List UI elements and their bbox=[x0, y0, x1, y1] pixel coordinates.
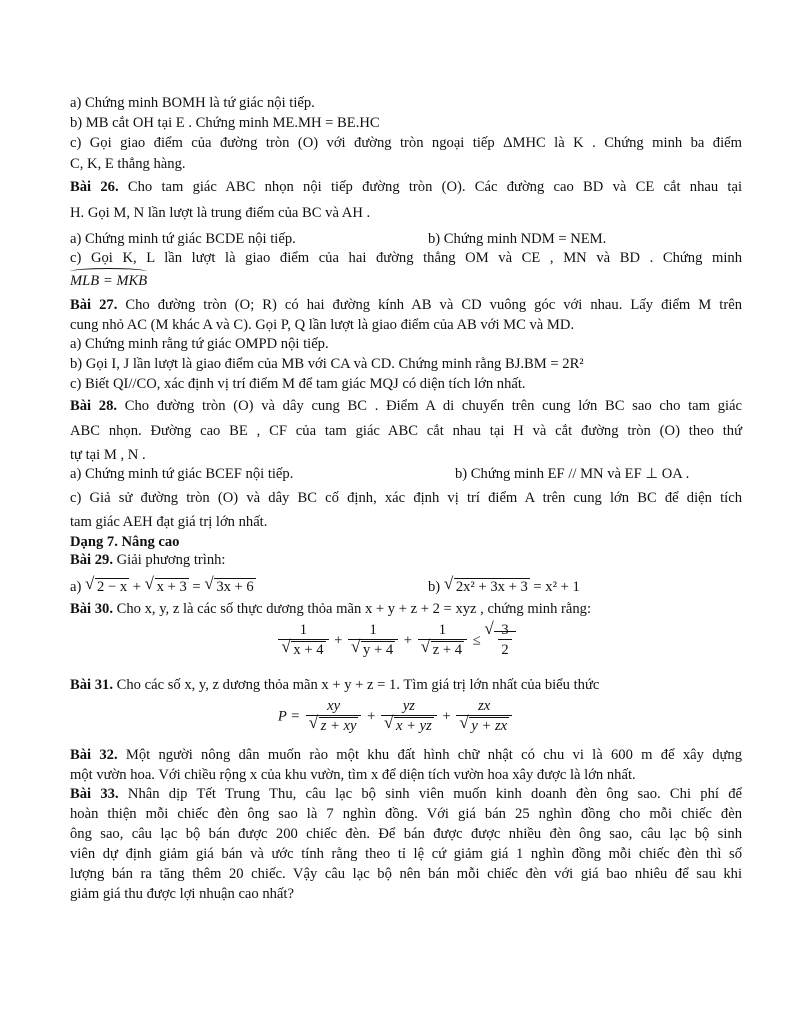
text-line: c) Gọi giao điểm của đường tròn (O) với đường tròn ngoại tiếp ΔMHC là K . Chứng minh ba điểm bbox=[70, 135, 742, 151]
problem-title: Bài 28. bbox=[70, 398, 118, 414]
text-line: một vườn hoa. Với chiều rộng x của khu vườn, tìm x để diện tích vườn hoa xây được là lớn nhất. bbox=[70, 767, 636, 783]
sqrt bbox=[444, 575, 530, 599]
fraction bbox=[418, 622, 467, 660]
text-line: tam giác AEH đạt giá trị lớn nhất. bbox=[70, 514, 268, 530]
text-line: a) Chứng minh rằng tứ giác OMPD nội tiếp. bbox=[70, 336, 329, 352]
arc-equation: MLB = MKB bbox=[70, 273, 148, 289]
text-line: c) Gọi K, L lần lượt là giao điểm của hai đường thẳng OM và CE , MN và BD . Chứng minh bbox=[70, 250, 742, 266]
part-b bbox=[428, 575, 580, 599]
part-a: a) Chứng minh tứ giác BCEF nội tiếp. bbox=[70, 466, 294, 482]
denominator bbox=[418, 639, 467, 660]
text-line bbox=[70, 230, 742, 249]
radicand: 3x + 6 bbox=[216, 579, 254, 595]
denominator bbox=[306, 715, 362, 736]
numerator: 1 bbox=[299, 622, 308, 638]
sqrt bbox=[145, 575, 189, 599]
radicand: x + 4 bbox=[293, 642, 324, 658]
problem-title: Bài 26. bbox=[70, 179, 119, 195]
problem-31 bbox=[70, 676, 742, 695]
text-line: viên dự định giảm giá bán và ước tính rằng theo tỉ lệ cứ giảm giá 1 nghìn đồng mỗi chiếc đèn thì số bbox=[70, 846, 742, 862]
fraction bbox=[278, 622, 328, 660]
problem-title: Bài 32. bbox=[70, 747, 118, 763]
text-line: C, K, E thẳng hàng. bbox=[70, 156, 186, 172]
problem-title: Bài 33. bbox=[70, 786, 119, 802]
numerator: xy bbox=[327, 698, 341, 714]
text-line bbox=[70, 272, 742, 291]
problem-32 bbox=[70, 746, 742, 765]
problem-text: Cho các số x, y, z dương thỏa mãn x + y + z = 1. Tìm giá trị lớn nhất của biểu thức bbox=[112, 677, 600, 693]
text-line: b) Gọi I, J lần lượt là giao điểm của MB với CA và CD. Chứng minh rằng BJ.BM = 2R² bbox=[70, 356, 584, 372]
problem-text: Cho đường tròn (O) và dây cung BC . Điểm A di chuyển trên cung lớn BC sao cho tam giác bbox=[117, 398, 742, 414]
problem-title: Bài 29. bbox=[70, 552, 113, 568]
text-line: tự tại M , N . bbox=[70, 447, 146, 463]
fraction bbox=[306, 698, 362, 736]
text-line: b) MB cắt OH tại E . Chứng minh ME.MH = BE.HC bbox=[70, 115, 380, 131]
problem-27 bbox=[70, 296, 742, 315]
problem-text: Một người nông dân muốn rào một khu đất hình chữ nhật có chu vi là 600 m để xây dựng bbox=[117, 747, 742, 763]
problem-text: Cho tam giác ABC nhọn nội tiếp đường tròn (O). Các đường cao BD và CE cắt nhau tại bbox=[118, 179, 742, 195]
text-line bbox=[70, 465, 742, 484]
fraction bbox=[498, 622, 511, 660]
text-line: ABC nhọn. Đường cao BE , CF của tam giác ABC cắt nhau tại H và cắt đường tròn (O) theo thứ bbox=[70, 423, 742, 439]
problem-28 bbox=[70, 397, 742, 416]
problem-29 bbox=[70, 551, 742, 570]
part-a-label: a) bbox=[70, 579, 82, 595]
part-b-label: b) bbox=[428, 579, 441, 595]
problem-text: Nhân dịp Tết Trung Thu, câu lạc bộ sinh viên muốn kinh doanh đèn ông sao. Chi phí để bbox=[118, 786, 742, 802]
denominator bbox=[456, 715, 512, 736]
radicand: x + yz bbox=[396, 718, 432, 734]
part-a: a) Chứng minh tứ giác BCDE nội tiếp. bbox=[70, 231, 296, 247]
numerator: 1 bbox=[369, 622, 377, 638]
text-line: hoàn thiện mỗi chiếc đèn ông sao là 7 nghìn đồng. Với giá bán 25 nghìn đồng cho mỗi chiếc đèn bbox=[70, 806, 742, 822]
radicand: 2x² + 3x + 3 bbox=[455, 579, 528, 595]
problem-30 bbox=[70, 600, 742, 619]
expression-P: P = xy √ z + xy + yz √ x + yz + zx √ y + zx bbox=[0, 698, 792, 736]
radicand: y + zx bbox=[471, 718, 508, 734]
text-line: c) Biết QI//CO, xác định vị trí điểm M để tam giác MQJ có diện tích lớn nhất. bbox=[70, 376, 526, 392]
denominator bbox=[348, 639, 398, 660]
radicand: x + 3 bbox=[156, 579, 187, 595]
text-line: lượng bán ra tăng thêm 20 chiếc. Vậy câu lạc bộ nên bán mỗi chiếc đèn với giá bao nhiêu để sau khi bbox=[70, 866, 742, 882]
part-b: b) Chứng minh EF // MN và EF ⊥ OA . bbox=[455, 466, 690, 482]
denominator bbox=[278, 639, 328, 660]
fraction bbox=[348, 622, 398, 660]
problem-26 bbox=[70, 178, 742, 197]
inequality-formula: 1 √ x + 4 + 1 √ y + 4 + 1 √ z + 4 ≤ √ $\frac{3}{2}$ bbox=[0, 622, 792, 660]
radicand: z + xy bbox=[320, 718, 357, 734]
problem-33 bbox=[70, 785, 742, 804]
problem-text: Cho x, y, z là các số thực dương thỏa mãn x + y + z + 2 = xyz , chứng minh rằng: bbox=[112, 601, 592, 617]
section-heading bbox=[70, 533, 742, 552]
radicand: 2 − x bbox=[97, 579, 128, 595]
part-b: b) Chứng minh NDM = NEM. bbox=[428, 231, 607, 247]
radicand: y + 4 bbox=[363, 642, 394, 658]
radicand: z + 4 bbox=[432, 642, 462, 658]
text-line: H. Gọi M, N lần lượt là trung điểm của BC và AH . bbox=[70, 205, 371, 221]
text-line: ông sao, câu lạc bộ bán được 200 chiếc đèn. Để bán được được nhiều đèn ông sao, câu lạc bộ sinh bbox=[70, 826, 742, 842]
text-line: c) Giả sử đường tròn (O) và dây BC cố định, xác định vị trí điểm A trên cung lớn BC để diện tích bbox=[70, 490, 742, 506]
problem-title: Bài 27. bbox=[70, 297, 118, 313]
sqrt bbox=[484, 622, 515, 660]
fraction bbox=[456, 698, 512, 736]
problem-title: Bài 30. bbox=[70, 601, 113, 617]
problem-text: Cho đường tròn (O; R) có hai đường kính AB và CD vuông góc với nhau. Lấy điểm M trên bbox=[117, 297, 742, 313]
numerator: yz bbox=[402, 698, 415, 714]
section-title: Dạng 7. Nâng cao bbox=[70, 534, 180, 550]
equation-rhs: = x² + 1 bbox=[533, 579, 580, 595]
numerator: zx bbox=[478, 698, 491, 714]
text-line: giảm giá thu được lợi nhuận cao nhất? bbox=[70, 886, 294, 902]
sqrt bbox=[204, 575, 255, 599]
text-line: a) Chứng minh BOMH là tứ giác nội tiếp. bbox=[70, 95, 315, 111]
problem-text: Giải phương trình: bbox=[112, 552, 226, 568]
sqrt bbox=[85, 575, 129, 599]
text-line: cung nhỏ AC (M khác A và C). Gọi P, Q lần lượt là giao điểm của AB với MC và MD. bbox=[70, 317, 575, 333]
equation-line: a) √ 2 − x + √ x + 3 = √ 3x + 6 b) √ 2x² + 3x + 3 = x² + 1 bbox=[70, 575, 742, 599]
problem-title: Bài 31. bbox=[70, 677, 113, 693]
fraction bbox=[381, 698, 437, 736]
numerator: √ 3 bbox=[501, 622, 509, 638]
denominator: 2 bbox=[498, 639, 511, 660]
denominator bbox=[381, 715, 437, 736]
expression-label: P = bbox=[277, 708, 301, 725]
numerator: 1 bbox=[438, 622, 446, 638]
